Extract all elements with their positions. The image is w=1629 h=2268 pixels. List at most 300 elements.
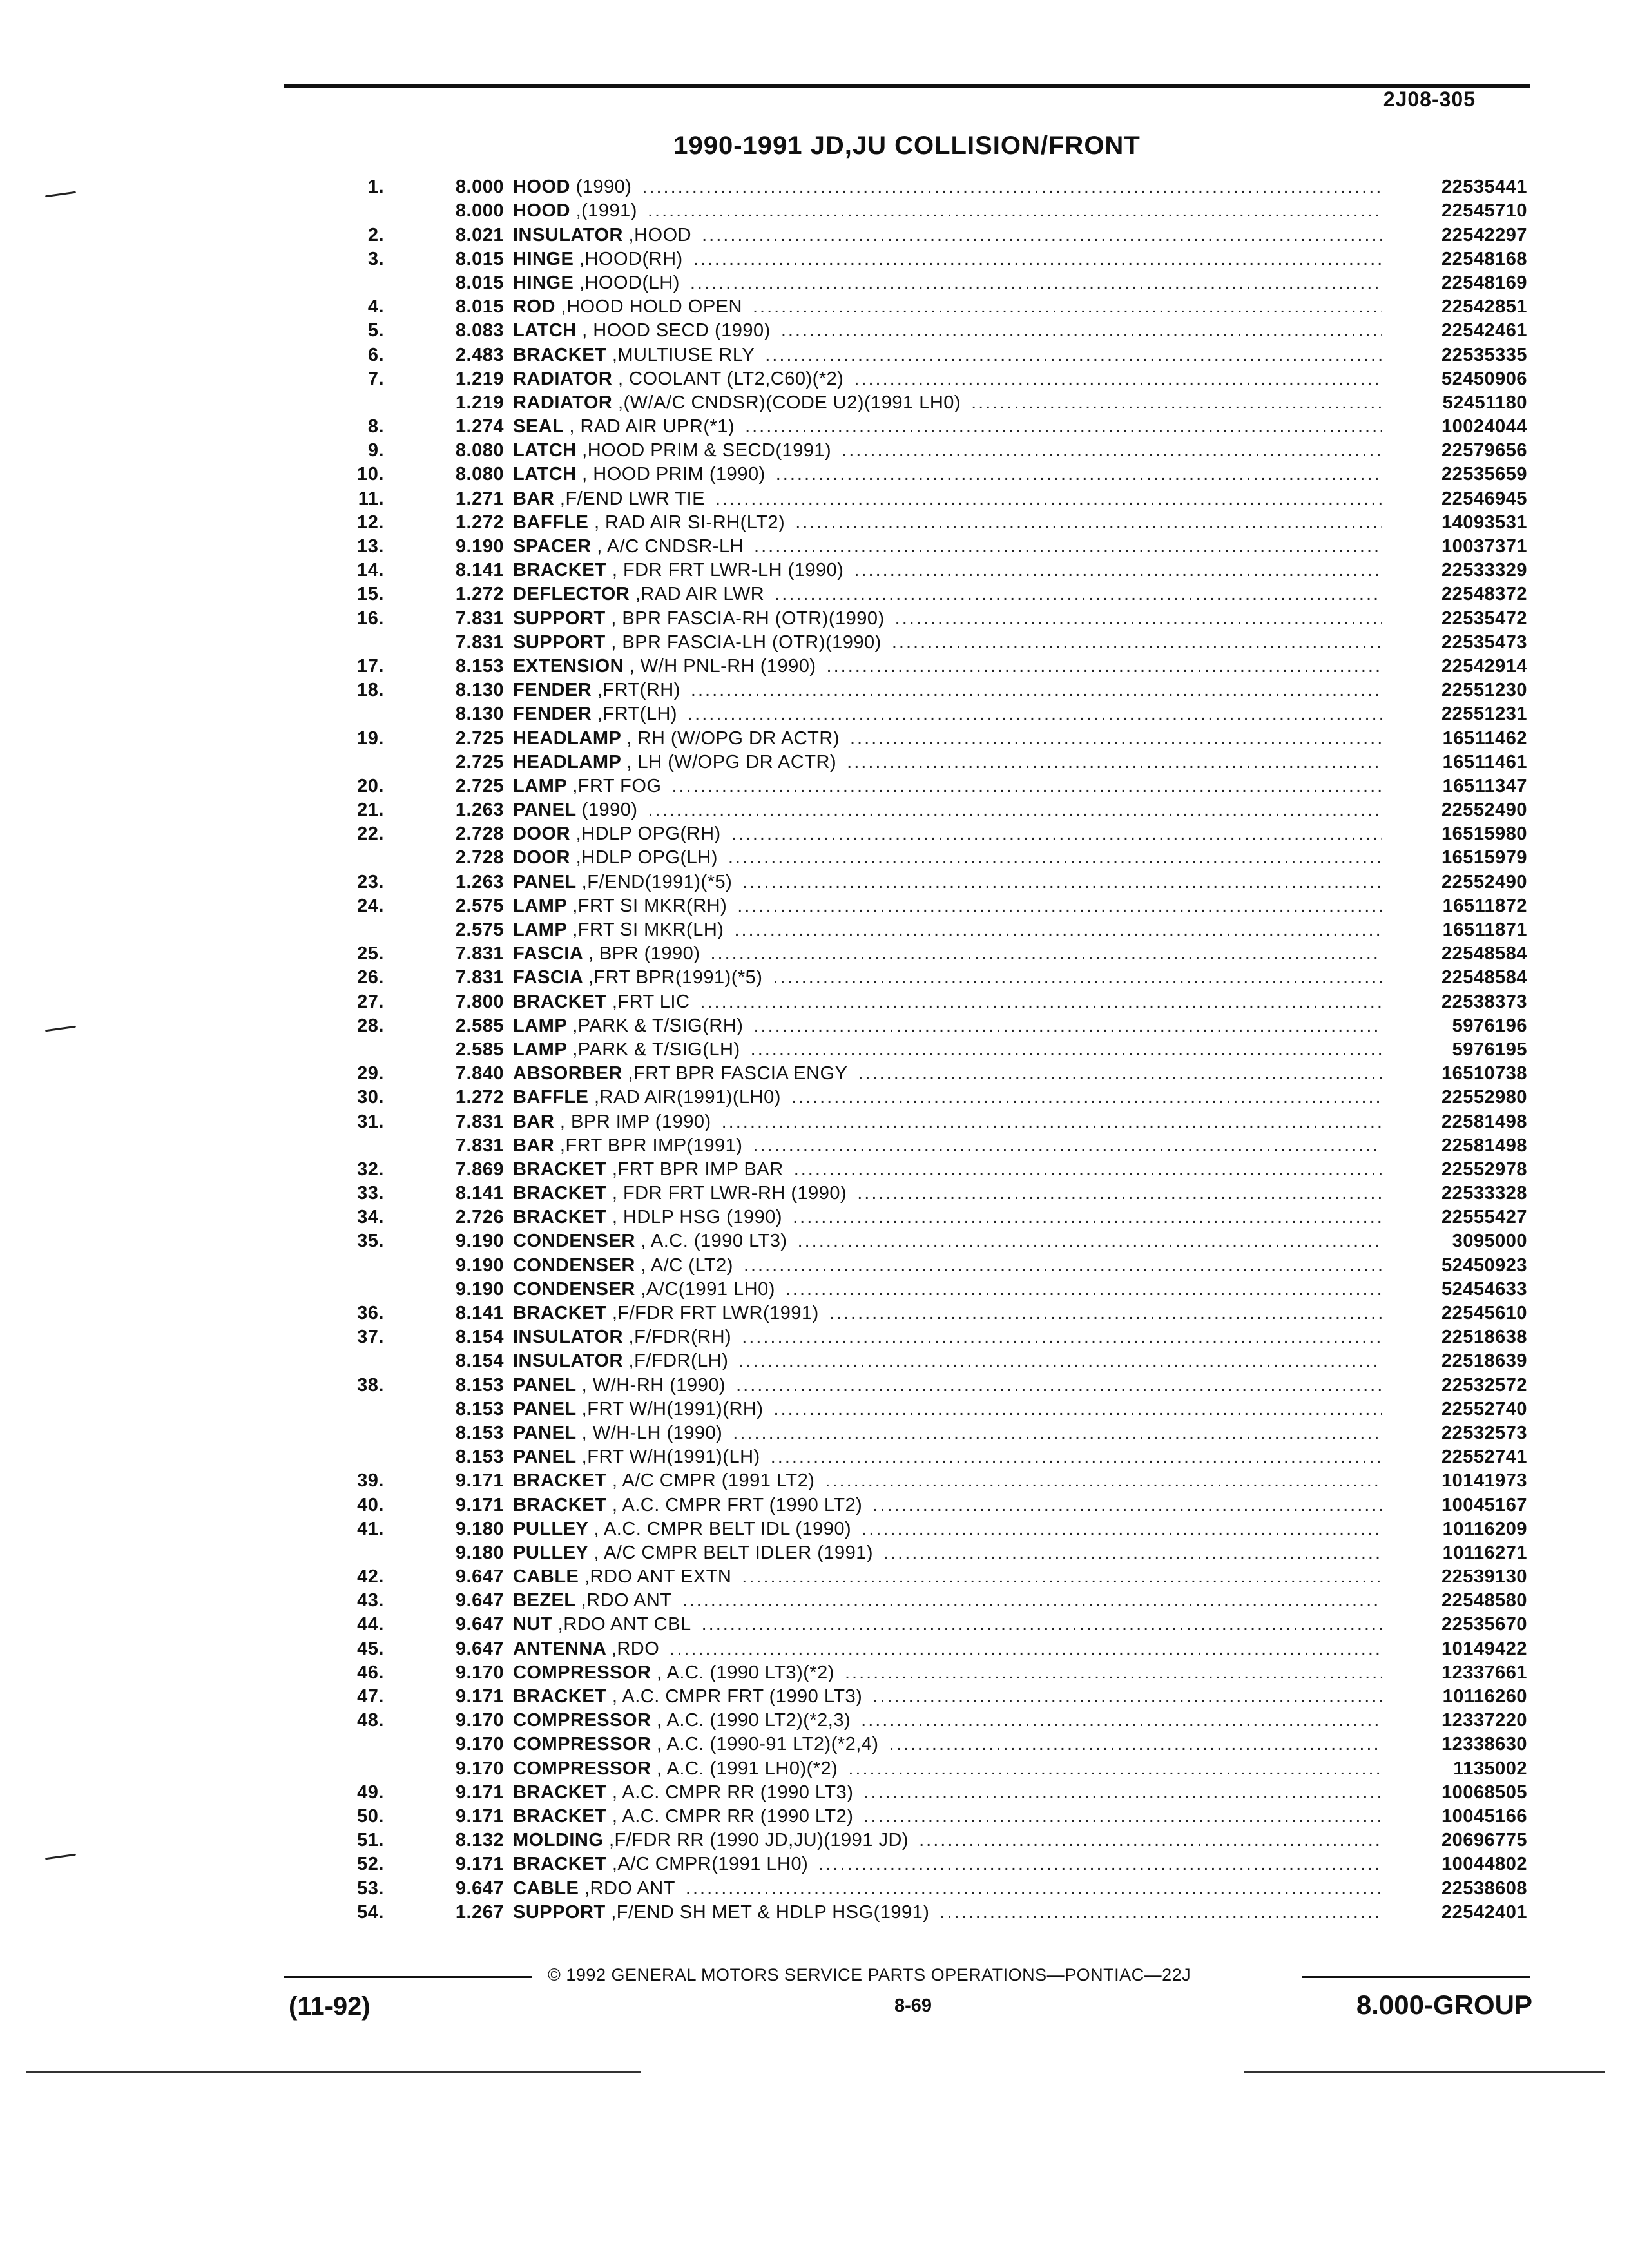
table-row — [316, 245, 1527, 269]
dot-leader — [775, 584, 1382, 604]
item-number: 41. — [357, 1518, 384, 1539]
dot-leader — [722, 1112, 1382, 1131]
dot-leader — [847, 753, 1382, 772]
part-description — [513, 729, 840, 748]
part-description — [513, 1591, 672, 1610]
part-qualifier: ,HOOD(LH) — [579, 272, 680, 293]
part-name: RADIATOR — [513, 392, 613, 413]
dot-leader — [793, 1207, 1382, 1227]
group-number: 7.831 — [455, 967, 504, 988]
footer-rule-right — [1302, 1976, 1530, 1978]
part-name: PULLEY — [513, 1518, 588, 1539]
group-number: 8.141 — [455, 560, 504, 581]
dot-leader — [686, 1879, 1382, 1898]
item-number: 24. — [357, 895, 384, 916]
part-description — [513, 800, 638, 820]
item-number: 46. — [357, 1662, 384, 1683]
group-number: 1.263 — [455, 800, 504, 821]
part-number: 10141973 — [1441, 1470, 1527, 1492]
table-row — [316, 197, 1527, 220]
part-number: 22542914 — [1441, 655, 1527, 677]
dot-leader — [889, 1735, 1382, 1754]
item-number: 54. — [357, 1901, 384, 1923]
part-name: FASCIA — [513, 943, 583, 965]
part-qualifier: , BPR FASCIA-RH (OTR)(1990) — [611, 608, 885, 629]
part-qualifier: ,F/END(1991)(*5) — [581, 871, 733, 892]
part-number: 22538373 — [1441, 991, 1527, 1012]
dot-leader — [753, 297, 1382, 316]
part-name: BRACKET — [513, 1470, 607, 1492]
item-number: 49. — [357, 1782, 384, 1803]
part-number: 22532573 — [1441, 1422, 1527, 1443]
part-qualifier: , A/C (LT2) — [641, 1254, 733, 1276]
item-number: 35. — [357, 1231, 384, 1252]
table-row — [316, 1251, 1527, 1274]
part-description — [513, 1567, 731, 1586]
part-qualifier: ,FRT W/H(1991)(LH) — [581, 1446, 760, 1468]
dot-leader — [858, 1064, 1382, 1083]
item-number: 11. — [358, 488, 384, 509]
table-row — [316, 532, 1527, 556]
dot-leader — [774, 1399, 1382, 1419]
table-row — [316, 1466, 1527, 1490]
group-number: 2.728 — [455, 823, 504, 845]
part-qualifier: ,RDO ANT — [581, 1590, 672, 1611]
part-description — [513, 1327, 731, 1347]
part-name: FASCIA — [513, 967, 583, 988]
item-number: 10. — [357, 464, 384, 485]
dot-leader — [728, 848, 1382, 867]
table-row — [316, 1754, 1527, 1778]
part-number: 22552978 — [1441, 1158, 1527, 1180]
part-number: 22535472 — [1441, 608, 1527, 629]
dot-leader — [690, 273, 1382, 293]
table-row — [316, 1634, 1527, 1658]
group-number: 8.130 — [455, 680, 504, 701]
part-description — [513, 1447, 760, 1466]
part-name: BRACKET — [513, 560, 607, 581]
dot-leader — [854, 561, 1382, 580]
item-number: 18. — [357, 680, 384, 701]
part-number: 22545610 — [1441, 1303, 1527, 1323]
part-qualifier: ,FRT BPR(1991)(*5) — [588, 967, 763, 988]
part-number: 3095000 — [1452, 1231, 1527, 1252]
group-number: 9.170 — [455, 1662, 504, 1683]
group-number: 2.575 — [455, 919, 504, 940]
part-name: BRACKET — [513, 1805, 607, 1827]
table-row — [316, 508, 1527, 532]
table-row — [316, 1299, 1527, 1323]
part-number: 10044802 — [1441, 1854, 1527, 1875]
part-number: 10024044 — [1441, 416, 1527, 437]
part-qualifier: , W/H PNL-RH (1990) — [629, 655, 816, 677]
part-description — [513, 1471, 815, 1490]
part-description — [513, 1854, 808, 1874]
part-name: PANEL — [513, 871, 577, 892]
part-qualifier: ,RDO — [611, 1638, 660, 1659]
item-number: 44. — [357, 1614, 384, 1635]
part-name: HEADLAMP — [513, 727, 621, 749]
part-description — [513, 1231, 787, 1251]
group-label: 8.000-GROUP — [1356, 1990, 1532, 2020]
part-number: 22533329 — [1441, 560, 1527, 581]
part-qualifier: ,RAD AIR LWR — [635, 584, 765, 605]
dot-leader — [786, 1280, 1382, 1299]
part-description — [513, 824, 721, 843]
part-number: 22542297 — [1441, 224, 1527, 245]
part-name: LAMP — [513, 919, 567, 940]
table-row — [316, 340, 1527, 364]
part-number: 22518638 — [1441, 1327, 1527, 1348]
part-description — [513, 1543, 873, 1562]
scan-edge-line-left — [26, 2071, 641, 2073]
part-description — [513, 1423, 722, 1443]
part-qualifier: ,(1991) — [575, 200, 637, 222]
part-name: PANEL — [513, 1398, 577, 1419]
part-qualifier: , A.C. (1990 LT3) — [641, 1231, 787, 1252]
part-name: BRACKET — [513, 1494, 607, 1515]
dot-leader — [742, 872, 1382, 892]
part-number: 10068505 — [1441, 1782, 1527, 1803]
scan-edge-line-right — [1244, 2071, 1605, 2073]
dot-leader — [971, 393, 1382, 412]
item-number: 31. — [357, 1111, 384, 1132]
group-number: 1.267 — [455, 1901, 504, 1923]
part-number: 22535335 — [1441, 344, 1527, 365]
part-description — [513, 704, 677, 724]
group-number: 8.000 — [455, 200, 504, 222]
part-qualifier: , HOOD PRIM (1990) — [582, 464, 766, 485]
part-description — [513, 1112, 711, 1131]
part-qualifier: ,RDO ANT EXTN — [584, 1566, 732, 1588]
table-row — [316, 556, 1527, 580]
part-number: 22551231 — [1441, 704, 1527, 725]
item-number: 48. — [357, 1710, 384, 1731]
group-number: 7.831 — [455, 631, 504, 653]
group-number: 2.725 — [455, 775, 504, 796]
table-row — [316, 820, 1527, 843]
item-number: 2. — [367, 224, 384, 245]
dot-leader — [818, 1854, 1382, 1874]
item-number: 43. — [357, 1590, 384, 1611]
part-qualifier: ,FRT W/H(1991)(RH) — [581, 1398, 764, 1419]
table-row — [316, 604, 1527, 628]
group-number: 8.153 — [455, 1422, 504, 1443]
group-number: 9.647 — [455, 1614, 504, 1635]
part-description — [513, 1615, 691, 1634]
part-number: 10116271 — [1442, 1542, 1527, 1563]
part-name: CONDENSER — [513, 1278, 635, 1300]
dot-leader — [738, 1351, 1382, 1370]
table-row — [316, 1083, 1527, 1107]
part-description — [513, 537, 744, 556]
table-row — [316, 963, 1527, 987]
item-number: 28. — [357, 1015, 384, 1036]
group-number: 7.800 — [455, 991, 504, 1012]
item-number: 15. — [357, 584, 384, 605]
dot-leader — [751, 1040, 1382, 1059]
part-description — [513, 1711, 851, 1730]
group-number: 1.263 — [455, 871, 504, 892]
part-number: 22518639 — [1441, 1350, 1527, 1372]
part-name: DOOR — [513, 823, 570, 845]
item-number: 17. — [357, 655, 384, 677]
part-qualifier: (1990) — [581, 800, 638, 821]
part-number: 22548168 — [1441, 248, 1527, 269]
page-number: 8-69 — [894, 1995, 932, 2016]
item-number: 30. — [357, 1087, 384, 1108]
part-qualifier: , A.C. (1990 LT3)(*2) — [657, 1662, 834, 1683]
item-number: 52. — [357, 1854, 384, 1875]
part-number: 10149422 — [1441, 1638, 1527, 1659]
part-description — [513, 657, 816, 676]
part-qualifier: , FDR FRT LWR-LH (1990) — [612, 560, 844, 581]
group-number: 8.153 — [455, 655, 504, 677]
part-number: 16511871 — [1442, 919, 1527, 940]
part-name: PULLEY — [513, 1542, 588, 1563]
dot-leader — [862, 1519, 1382, 1539]
part-qualifier: ,HOOD — [628, 224, 692, 245]
table-row — [316, 867, 1527, 891]
part-description — [513, 992, 689, 1012]
table-row — [316, 1227, 1527, 1251]
dot-leader — [642, 177, 1382, 197]
parts-list — [316, 173, 1527, 1922]
group-number: 8.154 — [455, 1327, 504, 1348]
part-qualifier: ,FRT LIC — [612, 991, 690, 1012]
part-name: BRACKET — [513, 1303, 607, 1323]
table-row — [316, 389, 1527, 412]
group-number: 9.171 — [455, 1470, 504, 1492]
item-number: 9. — [367, 440, 384, 461]
part-number: 22548372 — [1441, 584, 1527, 605]
part-description — [513, 177, 631, 197]
part-name: COMPRESSOR — [513, 1710, 651, 1731]
part-qualifier: ,HOOD HOLD OPEN — [561, 296, 742, 318]
item-number: 5. — [367, 320, 384, 341]
table-row — [316, 269, 1527, 293]
group-number: 9.171 — [455, 1782, 504, 1803]
part-qualifier: , A.C. (1990 LT2)(*2,3) — [657, 1710, 851, 1731]
part-name: CONDENSER — [513, 1231, 635, 1252]
part-number: 16515980 — [1441, 823, 1527, 845]
part-name: BAR — [513, 488, 555, 509]
part-name: CABLE — [513, 1566, 579, 1588]
group-number: 8.080 — [455, 440, 504, 461]
dot-leader — [794, 1160, 1382, 1179]
item-number: 37. — [357, 1327, 384, 1348]
dot-leader — [710, 944, 1382, 963]
part-description — [513, 489, 705, 508]
dot-leader — [731, 824, 1382, 843]
dot-leader — [919, 1831, 1382, 1850]
part-name: BAR — [513, 1135, 555, 1156]
item-number: 8. — [367, 416, 384, 437]
item-number: 16. — [357, 608, 384, 629]
dot-leader — [742, 1567, 1382, 1586]
part-description — [513, 321, 771, 340]
hole-punch-mark — [45, 1026, 76, 1032]
dot-leader — [842, 441, 1382, 460]
part-name: CABLE — [513, 1878, 579, 1899]
part-number: 52454633 — [1441, 1278, 1527, 1300]
part-name: BRACKET — [513, 1183, 607, 1204]
part-number: 52451180 — [1442, 392, 1527, 413]
item-number: 21. — [357, 800, 384, 821]
part-name: INSULATOR — [513, 1350, 623, 1372]
group-number: 7.840 — [455, 1063, 504, 1084]
part-qualifier: ,PARK & T/SIG(LH) — [572, 1039, 740, 1060]
part-name: LAMP — [513, 1015, 567, 1036]
table-row — [316, 1730, 1527, 1754]
part-number: 10037371 — [1441, 536, 1527, 557]
part-name: CONDENSER — [513, 1254, 635, 1276]
part-number: 12338630 — [1441, 1734, 1527, 1755]
item-number: 51. — [357, 1830, 384, 1851]
part-number: 52450923 — [1441, 1254, 1527, 1276]
part-qualifier: , A.C. (1991 LH0)(*2) — [657, 1758, 838, 1779]
part-qualifier: ,FRT(RH) — [597, 680, 680, 701]
part-description — [513, 896, 727, 916]
page-title: 1990-1991 JD,JU COLLISION/FRONT — [673, 131, 1141, 160]
dot-leader — [754, 537, 1382, 556]
dot-leader — [791, 1088, 1382, 1107]
group-number: 9.170 — [455, 1758, 504, 1779]
table-row — [316, 1826, 1527, 1850]
part-number: 16511462 — [1442, 727, 1527, 749]
item-number: 26. — [357, 967, 384, 988]
part-number: 22542461 — [1441, 320, 1527, 341]
group-number: 1.219 — [455, 368, 504, 389]
part-description — [513, 345, 755, 365]
item-number: 22. — [357, 823, 384, 845]
part-name: SEAL — [513, 416, 564, 437]
part-qualifier: , A.C. CMPR FRT (1990 LT3) — [612, 1686, 863, 1707]
item-number: 19. — [357, 727, 384, 749]
group-number: 2.726 — [455, 1207, 504, 1228]
part-description — [513, 1040, 740, 1059]
table-row — [316, 628, 1527, 652]
part-name: PANEL — [513, 1446, 577, 1468]
part-description — [513, 369, 843, 389]
part-description — [513, 1016, 743, 1035]
part-qualifier: ,F/END LWR TIE — [559, 488, 705, 509]
part-qualifier: , A.C. (1990-91 LT2)(*2,4) — [657, 1734, 879, 1755]
part-qualifier: ,A/C(1991 LH0) — [641, 1278, 775, 1300]
table-row — [316, 843, 1527, 867]
table-row — [316, 1898, 1527, 1922]
group-number: 8.000 — [455, 177, 504, 198]
table-row — [316, 484, 1527, 508]
part-description — [513, 297, 742, 316]
part-description — [513, 1495, 862, 1515]
part-name: ANTENNA — [513, 1638, 606, 1659]
item-number: 12. — [357, 512, 384, 533]
part-number: 16511872 — [1442, 895, 1527, 916]
part-number: 22552980 — [1441, 1087, 1527, 1108]
part-description — [513, 848, 718, 867]
hole-punch-mark — [45, 191, 76, 198]
part-name: BRACKET — [513, 1158, 607, 1180]
part-qualifier: ,FRT FOG — [572, 775, 662, 796]
item-number: 1. — [367, 177, 384, 198]
dot-leader — [702, 226, 1382, 245]
table-row — [316, 939, 1527, 963]
part-qualifier: ,(W/A/C CNDSR)(CODE U2)(1991 LH0) — [617, 392, 961, 413]
part-qualifier: , BPR (1990) — [588, 943, 700, 965]
part-description — [513, 1184, 847, 1203]
part-description — [513, 1807, 853, 1826]
table-row — [316, 1419, 1527, 1443]
table-row — [316, 1490, 1527, 1514]
part-name: EXTENSION — [513, 655, 624, 677]
dot-leader — [753, 1016, 1382, 1035]
part-number: 12337661 — [1441, 1662, 1527, 1683]
part-number: 22535670 — [1441, 1614, 1527, 1635]
part-number: 22535441 — [1441, 177, 1527, 198]
part-number: 16511461 — [1442, 751, 1527, 773]
item-number: 7. — [367, 368, 384, 389]
table-row — [316, 1131, 1527, 1155]
part-name: ABSORBER — [513, 1063, 622, 1084]
part-name: HEADLAMP — [513, 751, 621, 773]
part-qualifier: ,F/FDR(LH) — [628, 1350, 729, 1372]
item-number: 53. — [357, 1878, 384, 1899]
part-qualifier: ,PARK & T/SIG(RH) — [572, 1015, 744, 1036]
item-number: 50. — [357, 1805, 384, 1827]
part-name: FENDER — [513, 680, 592, 701]
part-number: 22555427 — [1441, 1207, 1527, 1228]
group-number: 8.015 — [455, 248, 504, 269]
part-name: RADIATOR — [513, 368, 613, 389]
dot-leader — [736, 1376, 1382, 1395]
table-row — [316, 1179, 1527, 1203]
dot-leader — [845, 1663, 1382, 1682]
part-number: 22542851 — [1441, 296, 1527, 318]
part-number: 22535473 — [1441, 631, 1527, 653]
dot-leader — [795, 513, 1382, 532]
group-number: 9.171 — [455, 1854, 504, 1875]
table-row — [316, 1586, 1527, 1610]
table-row — [316, 1203, 1527, 1227]
part-description — [513, 1376, 726, 1395]
dot-leader — [693, 249, 1382, 269]
part-description — [513, 1256, 733, 1275]
part-qualifier: , FDR FRT LWR-RH (1990) — [612, 1183, 847, 1204]
part-name: LATCH — [513, 464, 577, 485]
part-qualifier: ,HOOD(RH) — [579, 248, 683, 269]
dot-leader — [715, 489, 1382, 508]
group-number: 9.171 — [455, 1686, 504, 1707]
part-name: PANEL — [513, 1422, 577, 1443]
document-code: 2J08-305 — [1383, 88, 1476, 111]
part-name: MOLDING — [513, 1830, 604, 1851]
part-qualifier: ,HOOD PRIM & SECD(1991) — [582, 440, 832, 461]
part-number: 16510738 — [1441, 1063, 1527, 1084]
part-number: 12337220 — [1441, 1710, 1527, 1731]
dot-leader — [773, 968, 1382, 987]
part-qualifier: ,RAD AIR(1991)(LH0) — [593, 1087, 781, 1108]
part-qualifier: ,FRT BPR IMP BAR — [612, 1158, 784, 1180]
part-name: BRACKET — [513, 1207, 607, 1228]
table-row — [316, 1059, 1527, 1083]
table-row — [316, 1012, 1527, 1035]
part-qualifier: ,HDLP OPG(RH) — [575, 823, 721, 845]
part-qualifier: ,FRT(LH) — [597, 704, 678, 725]
group-number: 2.575 — [455, 895, 504, 916]
part-description — [513, 1519, 851, 1539]
part-name: LAMP — [513, 775, 567, 796]
